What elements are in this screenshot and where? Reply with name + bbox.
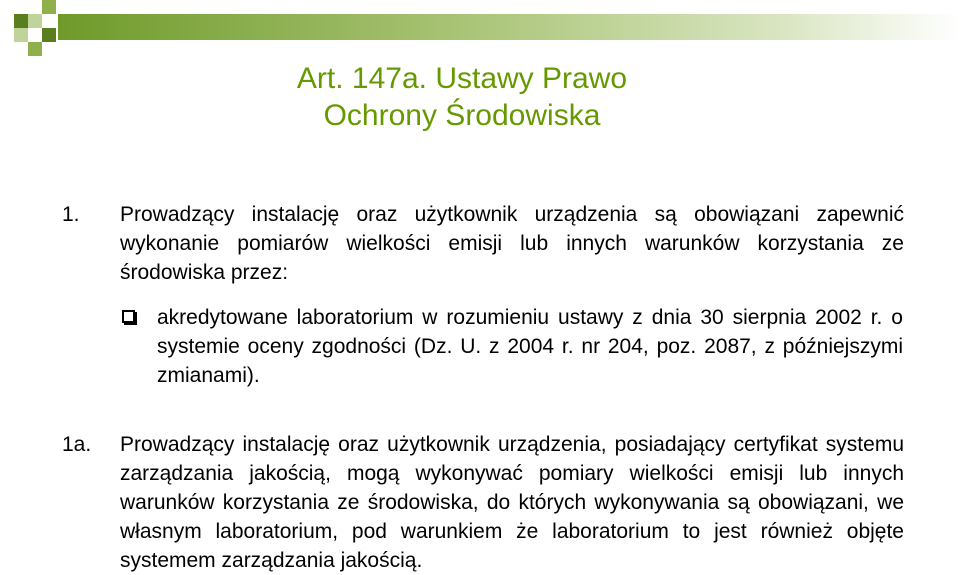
title-line-2: Ochrony Środowiska [323, 99, 601, 132]
page-title [0, 60, 924, 134]
deco-square [28, 42, 42, 56]
title-line-1: Art. 147a. Ustawy Prawo [296, 62, 628, 95]
item-number-1a: 1a. [62, 433, 92, 456]
bullet-paragraph: akredytowane laboratorium w rozumieniu ustawy z dnia 30 sierpnia 2002 r. o systemie oceny zgodności (Dz. U. z 2004 r. nr 204, poz. 2087, z późniejszymi zmianami). [157, 306, 903, 387]
deco-square [28, 14, 42, 28]
header-decoration [0, 0, 960, 60]
paragraph-1: Prowadzący instalację oraz użytkownik urządzenia są obowiązani zapewnić wykonanie pomiarów wielkości emisji lub innych warunków korzystania ze środowiska przez: [120, 203, 904, 284]
deco-square [42, 0, 56, 14]
deco-square [14, 28, 28, 42]
paragraph-1a: Prowadzący instalację oraz użytkownik urządzenia, posiadający certyfikat systemu zarządzania jakością, mogą wykonywać pomiary wielkości emisji lub innych warunków korzystania ze środowiska, do których wykonywania są obowiązani, we własnym laboratorium, pod warunkiem że laboratorium to jest również objęte systemem zarządzania jakością. [120, 433, 904, 572]
checkbox-square-icon [122, 310, 135, 323]
deco-square [42, 28, 56, 42]
item-number-1: 1. [62, 203, 80, 226]
header-gradient-bar [58, 14, 960, 40]
deco-square [14, 14, 28, 28]
